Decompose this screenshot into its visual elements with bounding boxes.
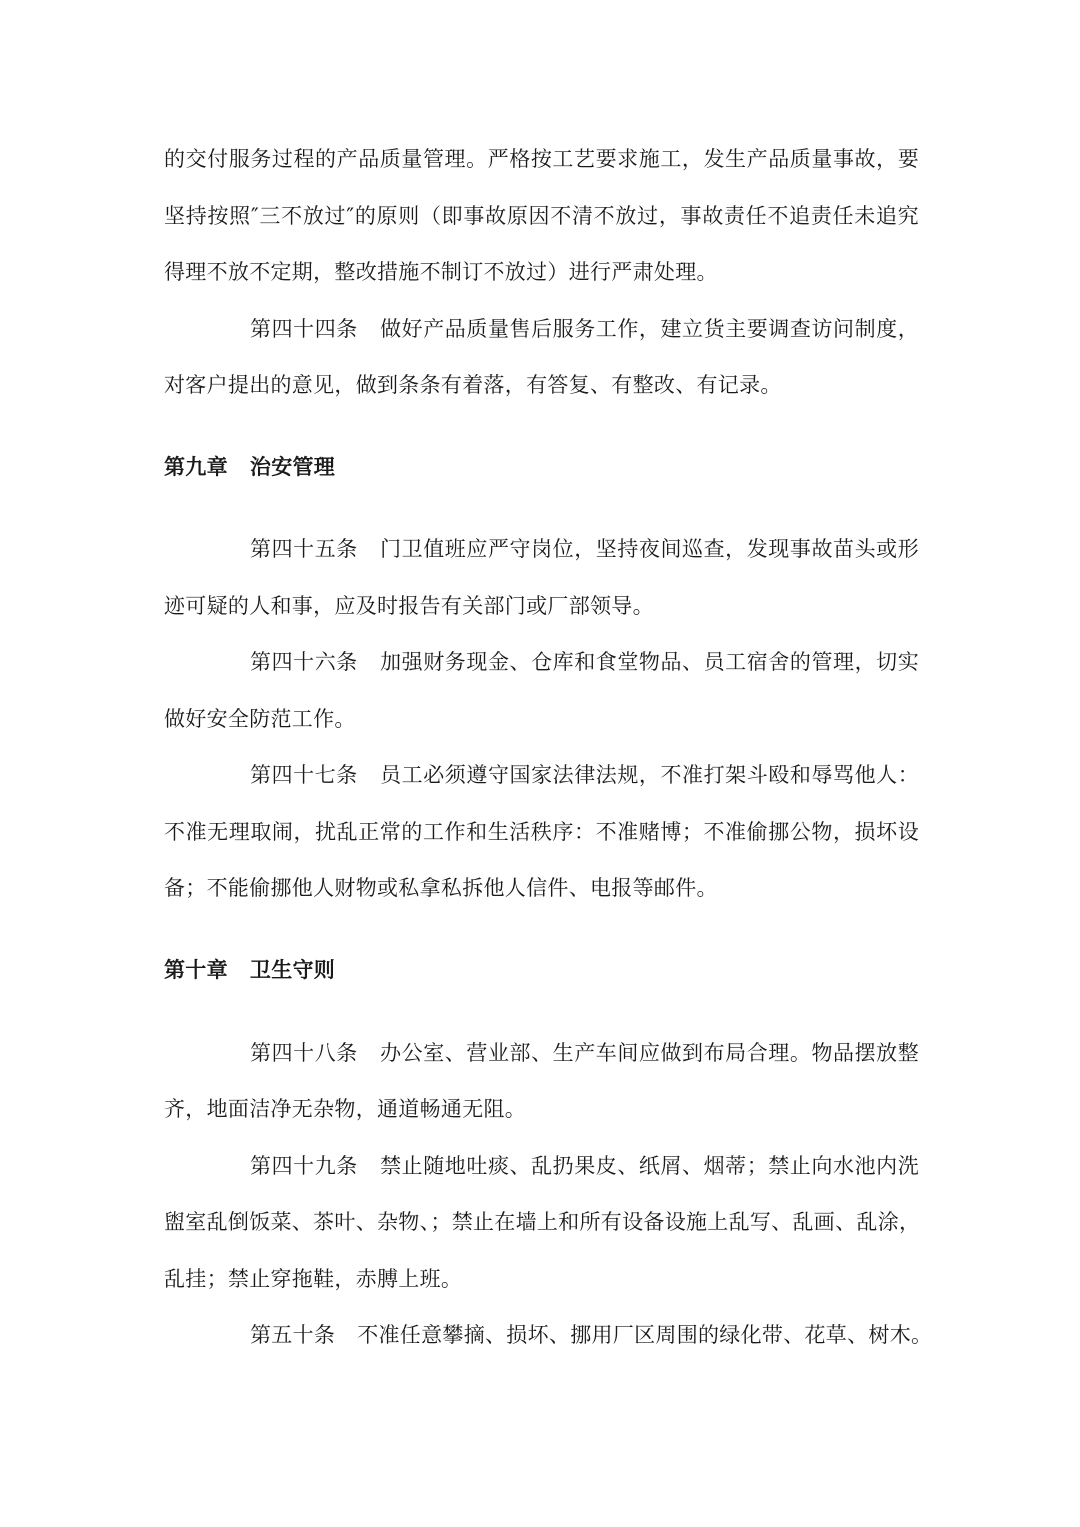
- paragraph-line: 乱挂；禁止穿拖鞋，赤膊上班。: [164, 1267, 463, 1291]
- paragraph-line: 得理不放不定期，整改措施不制订不放过）进行严肃处理。: [164, 260, 718, 284]
- chapter-heading: [164, 452, 335, 482]
- chapter-title: 卫生守则: [249, 958, 336, 982]
- article-number: 第五十条: [250, 1323, 336, 1347]
- article-text: 办公室、营业部、生产车间应做到布局合理。物品摆放整: [379, 1041, 920, 1065]
- paragraph-line: 不准无理取闹，扰乱正常的工作和生活秩序：不准赌博；不准偷挪公物，损坏设: [164, 820, 919, 844]
- paragraph-line: 迹可疑的人和事，应及时报告有关部门或厂部领导。: [164, 594, 654, 618]
- chapter-heading: [164, 955, 335, 985]
- paragraph-line: 对客户提出的意见，做到条条有着落，有答复、有整改、有记录。: [164, 373, 782, 397]
- chapter-number: 第十章: [164, 958, 228, 982]
- article-47: [250, 760, 919, 790]
- article-48: [250, 1038, 919, 1068]
- article-number: 第四十五条: [250, 537, 358, 561]
- chapter-number: 第九章: [164, 455, 228, 479]
- article-50: [250, 1320, 932, 1350]
- article-text: 加强财务现金、仓库和食堂物品、员工宿舍的管理，切实: [379, 650, 920, 674]
- article-46: [250, 647, 919, 677]
- paragraph-line: 的交付服务过程的产品质量管理。严格按工艺要求施工，发生产品质量事故，要: [164, 147, 919, 171]
- paragraph-line: 坚持按照″三不放过″的原则（即事故原因不清不放过，事故责任不追责任未追究: [164, 204, 919, 228]
- paragraph-line: 盥室乱倒饭菜、茶叶、杂物、；禁止在墙上和所有设备设施上乱写、乱画、乱涂，: [164, 1210, 921, 1234]
- article-text: 做好产品质量售后服务工作，建立货主要调查访问制度，: [379, 317, 920, 341]
- article-text: 不准任意攀摘、损坏、挪用厂区周围的绿化带、花草、树木。: [357, 1323, 933, 1347]
- article-text: 员工必须遵守国家法律法规，不准打架斗殴和辱骂他人：: [379, 763, 920, 787]
- chapter-title: 治安管理: [249, 455, 336, 479]
- article-text: 门卫值班应严守岗位，坚持夜间巡查，发现事故苗头或形: [379, 537, 920, 561]
- article-45: [250, 534, 919, 564]
- article-number: 第四十六条: [250, 650, 358, 674]
- article-text: 禁止随地吐痰、乱扔果皮、纸屑、烟蒂；禁止向水池内洗: [379, 1154, 920, 1178]
- article-number: 第四十七条: [250, 763, 358, 787]
- paragraph-line: 备；不能偷挪他人财物或私拿私拆他人信件、电报等邮件。: [164, 876, 718, 900]
- paragraph-line: 做好安全防范工作。: [164, 707, 356, 731]
- article-number: 第四十八条: [250, 1041, 358, 1065]
- article-44: [250, 314, 919, 344]
- article-number: 第四十四条: [250, 317, 358, 341]
- article-49: [250, 1151, 919, 1181]
- article-number: 第四十九条: [250, 1154, 358, 1178]
- paragraph-line: 齐，地面洁净无杂物，通道畅通无阻。: [164, 1097, 527, 1121]
